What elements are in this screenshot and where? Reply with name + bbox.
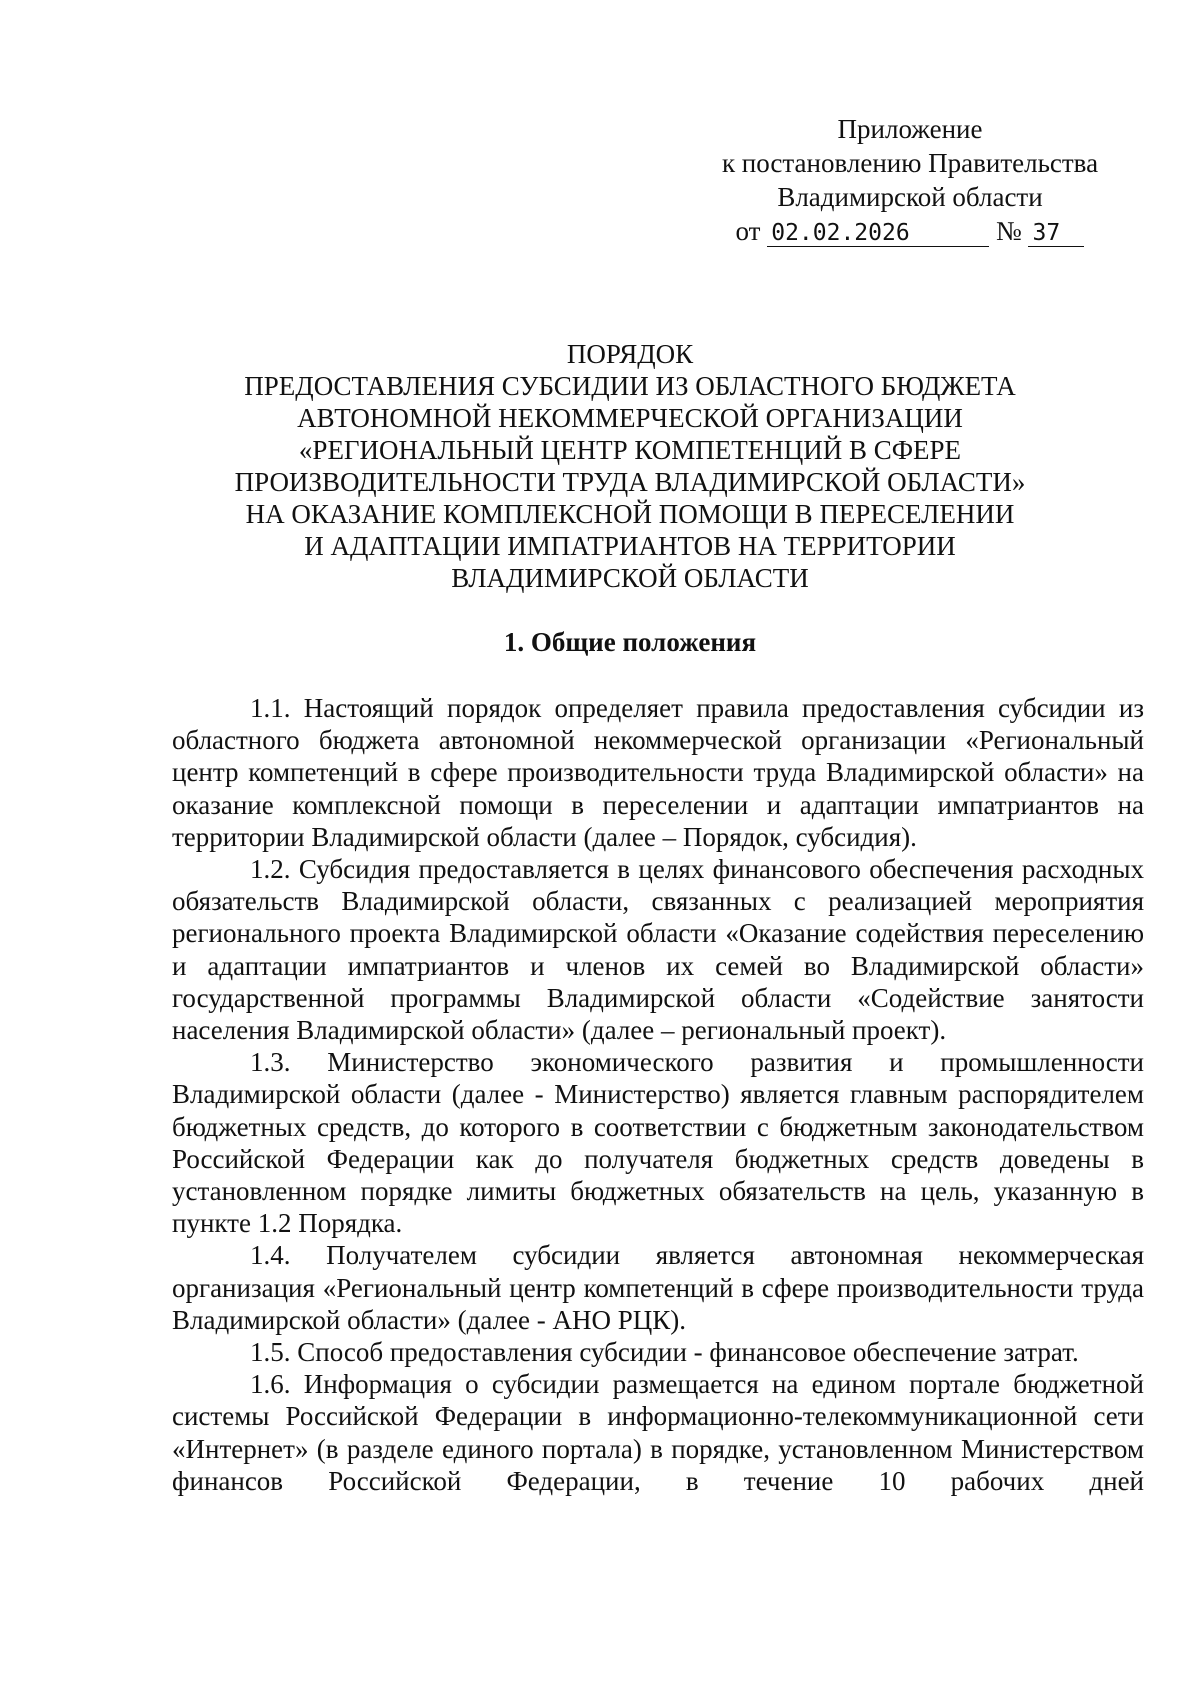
paragraph-1-6: 1.6. Информация о субсидии размещается на едином портале бюджетной системы Российской Федерации в информационно-телекоммуникационной сети «Интернет» (в разделе единого портала) в порядке, установленном Министерством финансов Российской Федерации, в течение 10 рабочих дней	[172, 1369, 1144, 1496]
title-line: АВТОНОМНОЙ НЕКОММЕРЧЕСКОЙ ОРГАНИЗАЦИИ	[297, 403, 963, 433]
title-line: ПОРЯДОК	[566, 339, 694, 369]
title-line: И АДАПТАЦИИ ИМПАТРИАНТОВ НА ТЕРРИТОРИИ	[304, 531, 956, 561]
paragraph-1-2: 1.2. Субсидия предоставляется в целях финансового обеспечения расходных обязательств Владимирской области, связанных с реализацией мероприятия регионального проекта Владимирской области «Оказание содействия переселению и адаптации импатриантов и членов их семей во Владимирской области» государственной программы Владимирской области «Содействие занятости населения Владимирской области» (далее – региональный проект).	[172, 854, 1144, 1046]
section-heading: 1. Общие положения	[503, 627, 757, 657]
title-line: ВЛАДИМИРСКОЙ ОБЛАСТИ	[451, 563, 809, 593]
paragraph-1-4: 1.4. Получателем субсидии является автономная некоммерческая организация «Региональный центр компетенций в сфере производительности труда Владимирской области» (далее - АНО РЦК).	[172, 1240, 1144, 1335]
paragraph-1-5: 1.5. Способ предоставления субсидии - финансовое обеспечение затрат.	[250, 1337, 1079, 1368]
title-line: ПРЕДОСТАВЛЕНИЯ СУБСИДИИ ИЗ ОБЛАСТНОГО БЮДЖЕТА	[244, 371, 1016, 401]
appendix-decree-ref: к постановлению Правительства	[721, 148, 1099, 178]
title-line: НА ОКАЗАНИЕ КОМПЛЕКСНОЙ ПОМОЩИ В ПЕРЕСЕЛЕНИИ	[245, 499, 1015, 529]
decree-date-number	[690, 214, 1130, 248]
paragraph-1-3: 1.3. Министерство экономического развития и промышленности Владимирской области (далее - Министерство) является главным распорядителем бюджетных средств, до которого в соответствии с бюджетным законодательством Российской Федерации как до получателя бюджетных средств доведены в установленном порядке лимиты бюджетных обязательств на цель, указанную в пункте 1.2 Порядка.	[172, 1047, 1144, 1239]
decree-number: 37	[1028, 220, 1084, 247]
paragraph-1-1: 1.1. Настоящий порядок определяет правила предоставления субсидии из областного бюджета автономной некоммерческой организации «Региональный центр компетенций в сфере производительности труда Владимирской области» на оказание комплексной помощи в переселении и адаптации импатриантов на территории Владимирской области (далее – Порядок, субсидия).	[172, 693, 1144, 852]
appendix-region: Владимирской области	[777, 182, 1043, 212]
document-title	[200, 338, 1060, 594]
appendix-label: Приложение	[837, 114, 983, 144]
date-label: от	[735, 216, 761, 246]
number-label: №	[995, 216, 1022, 246]
decree-date: 02.02.2026	[767, 220, 989, 247]
body-text	[172, 692, 1144, 1497]
appendix-header	[690, 112, 1130, 248]
title-line: «РЕГИОНАЛЬНЫЙ ЦЕНТР КОМПЕТЕНЦИЙ В СФЕРЕ	[298, 435, 962, 465]
title-line: ПРОИЗВОДИТЕЛЬНОСТИ ТРУДА ВЛАДИМИРСКОЙ ОБЛАСТИ»	[234, 467, 1026, 497]
